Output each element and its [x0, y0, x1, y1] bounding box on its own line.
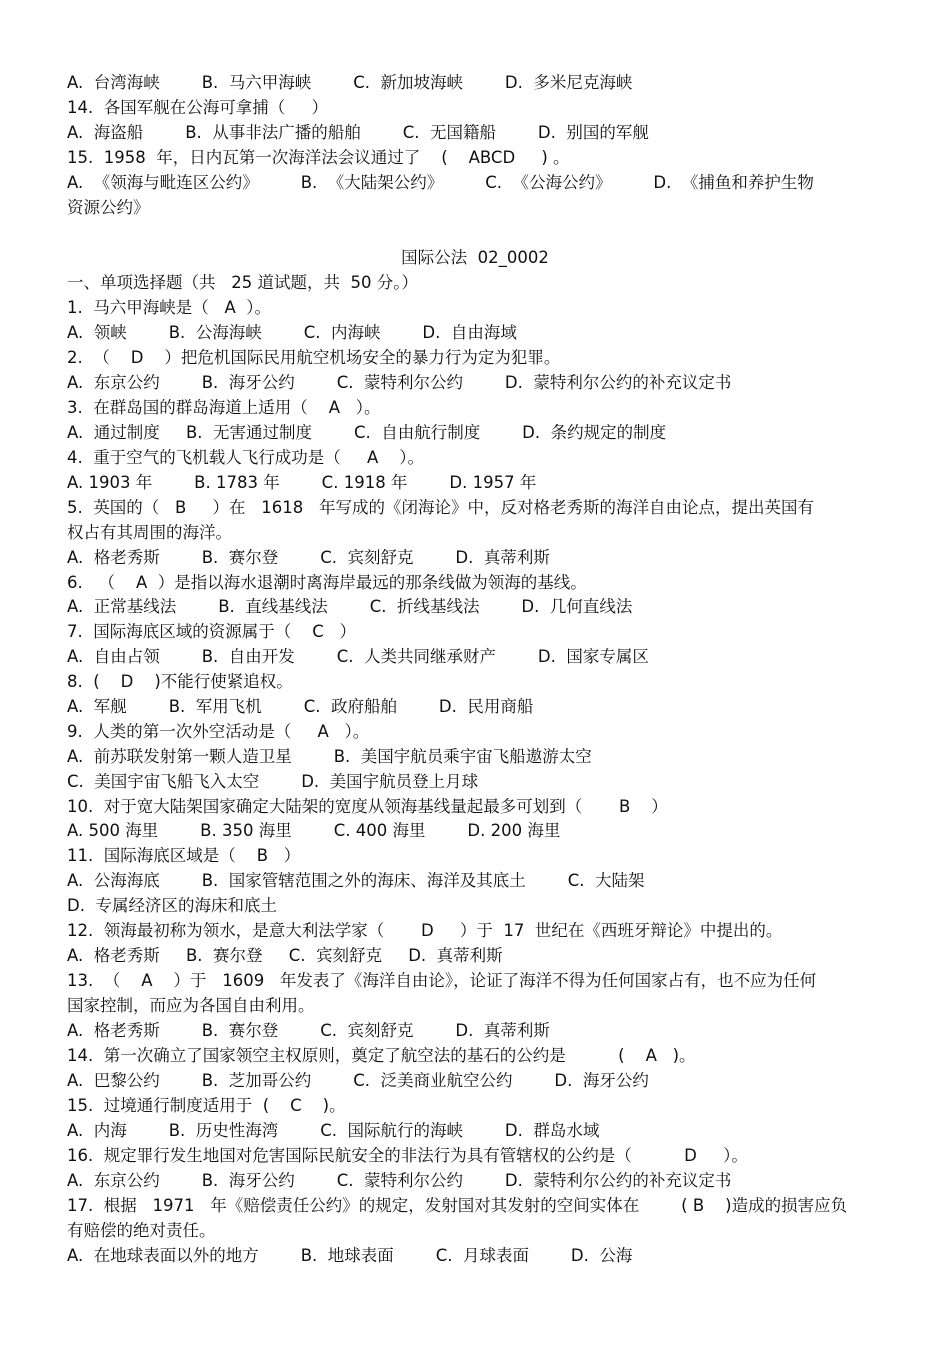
- text-line: A. 海盗船 B. 从事非法广播的船舶 C. 无国籍船 D. 别国的军舰: [67, 123, 649, 142]
- text-line: 17. 根据 1971 年《赔偿责任公约》的规定，发射国对其发射的空间实体在 ( B )造成的损害应负: [67, 1196, 848, 1215]
- text-line: A. 东京公约 B. 海牙公约 C. 蒙特利尔公约 D. 蒙特利尔公约的补充议定书: [67, 373, 732, 392]
- text-line: A. 1903 年 B. 1783 年 C. 1918 年 D. 1957 年: [67, 473, 537, 492]
- text-line: 15. 过境通行制度适用于 ( C )。: [67, 1096, 346, 1115]
- text-line: 9. 人类的第一次外空活动是（ A ）。: [67, 722, 370, 741]
- text-line: A. 领峡 B. 公海海峡 C. 内海峡 D. 自由海域: [67, 323, 517, 342]
- text-line: 7. 国际海底区域的资源属于（ C ）: [67, 622, 356, 641]
- text-line: A. 自由占领 B. 自由开发 C. 人类共同继承财产 D. 国家专属区: [67, 647, 649, 666]
- text-line: C. 美国宇宙飞船飞入太空 D. 美国宇航员登上月球: [67, 772, 479, 791]
- text-line: D. 专属经济区的海床和底土: [67, 896, 277, 915]
- text-line: 权占有其周围的海洋。: [67, 523, 232, 542]
- text-line: A. 前苏联发射第一颗人造卫星 B. 美国宇航员乘宇宙飞船遨游太空: [67, 747, 592, 766]
- text-line: A. 巴黎公约 B. 芝加哥公约 C. 泛美商业航空公约 D. 海牙公约: [67, 1071, 649, 1090]
- text-line: 11. 国际海底区域是（ B ）: [67, 846, 301, 865]
- text-line: 14. 第一次确立了国家领空主权原则，奠定了航空法的基石的公约是 ( A )。: [67, 1046, 696, 1065]
- text-line: 10. 对于宽大陆架国家确定大陆架的宽度从领海基线量起最多可划到（ B ）: [67, 797, 668, 816]
- text-line: 14. 各国军舰在公海可拿捕（ ）: [67, 98, 328, 117]
- text-line: 一、单项选择题（共 25 道试题，共 50 分。）: [67, 273, 418, 292]
- text-line: A. 格老秀斯 B. 赛尔登 C. 宾刻舒克 D. 真蒂利斯: [67, 1021, 550, 1040]
- text-line: A. 500 海里 B. 350 海里 C. 400 海里 D. 200 海里: [67, 821, 561, 840]
- text-line: 12. 领海最初称为领水，是意大利法学家（ D ）于 17 世纪在《西班牙辩论》中提出的。: [67, 921, 783, 940]
- text-line: 6. （ A ）是指以海水退潮时离海岸最远的那条线做为领海的基线。: [67, 573, 587, 592]
- text-line: 4. 重于空气的飞机载人飞行成功是（ A ）。: [67, 448, 424, 467]
- text-line: A. 军舰 B. 军用飞机 C. 政府船舶 D. 民用商船: [67, 697, 534, 716]
- text-line: 2. （ D ）把危机国际民用航空机场安全的暴力行为定为犯罪。: [67, 348, 561, 367]
- text-line: A. 正常基线法 B. 直线基线法 C. 折线基线法 D. 几何直线法: [67, 597, 633, 616]
- text-line: 8. ( D )不能行使紧追权。: [67, 672, 293, 691]
- text-line: 3. 在群岛国的群岛海道上适用（ A ）。: [67, 398, 381, 417]
- section-title: 国际公法 02_0002: [401, 248, 549, 267]
- text-line: 资源公约》: [67, 198, 150, 217]
- text-line: A. 内海 B. 历史性海湾 C. 国际航行的海峡 D. 群岛水域: [67, 1121, 600, 1140]
- text-line: 15. 1958 年，日内瓦第一次海洋法会议通过了 ( ABCD ) 。: [67, 148, 570, 167]
- text-line: A. 在地球表面以外的地方 B. 地球表面 C. 月球表面 D. 公海: [67, 1246, 633, 1265]
- text-line: A. 公海海底 B. 国家管辖范围之外的海床、海洋及其底土 C. 大陆架: [67, 871, 645, 890]
- text-line: A. 《领海与毗连区公约》 B. 《大陆架公约》 C. 《公海公约》 D. 《捕鱼和养护生物: [67, 173, 814, 192]
- text-line: 13. （ A ）于 1609 年发表了《海洋自由论》，论证了海洋不得为任何国家占有，也不应为任何: [67, 971, 817, 990]
- text-line: A. 格老秀斯 B. 赛尔登 C. 宾刻舒克 D. 真蒂利斯: [67, 548, 550, 567]
- text-line: A. 台湾海峡 B. 马六甲海峡 C. 新加坡海峡 D. 多米尼克海峡: [67, 73, 633, 92]
- text-line: 16. 规定罪行发生地国对危害国际民航安全的非法行为具有管辖权的公约是（ D ）。: [67, 1146, 748, 1165]
- text-line: 有赔偿的绝对责任。: [67, 1221, 216, 1240]
- text-line: A. 格老秀斯 B. 赛尔登 C. 宾刻舒克 D. 真蒂利斯: [67, 946, 503, 965]
- text-line: 国家控制，而应为各国自由利用。: [67, 996, 315, 1015]
- text-line: A. 东京公约 B. 海牙公约 C. 蒙特利尔公约 D. 蒙特利尔公约的补充议定书: [67, 1171, 732, 1190]
- text-line: 1. 马六甲海峡是（ A ）。: [67, 298, 271, 317]
- text-line: A. 通过制度 B. 无害通过制度 C. 自由航行制度 D. 条约规定的制度: [67, 423, 667, 442]
- text-line: 5. 英国的（ B ）在 1618 年写成的《闭海论》中，反对格老秀斯的海洋自由论点，提出英国有: [67, 498, 814, 517]
